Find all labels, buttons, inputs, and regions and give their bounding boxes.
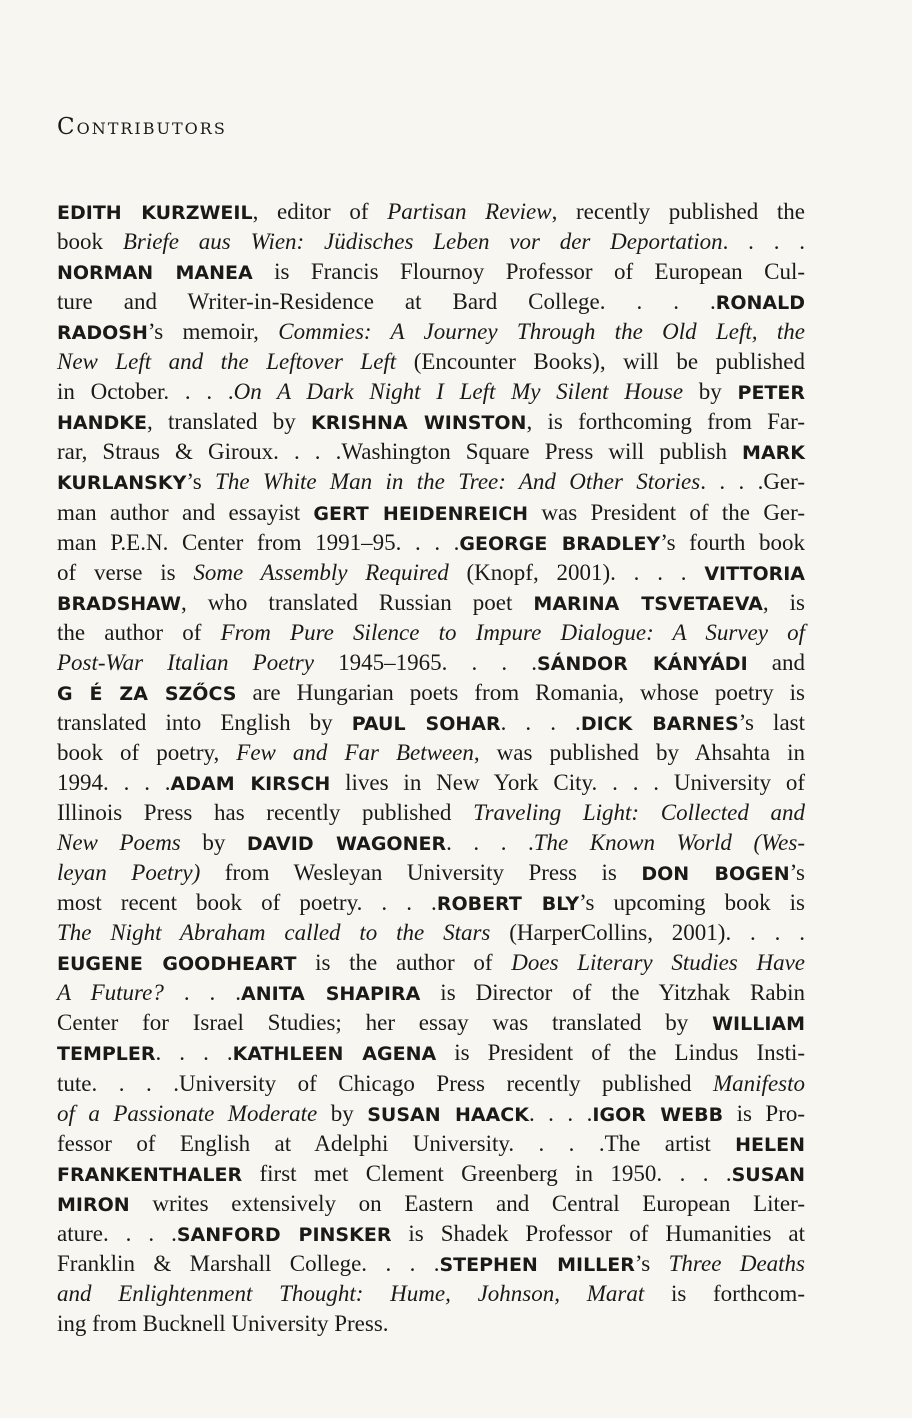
body-text: and — [747, 649, 805, 675]
body-text: ing from Bucknell University Press. — [57, 1310, 389, 1336]
text-line — [57, 1008, 805, 1038]
work-title: leyan Poetry) — [57, 860, 201, 886]
body-text: ’s — [789, 860, 805, 886]
body-text: is Director of the Yitzhak Rabin — [420, 980, 805, 1006]
contributor-name: PETER — [737, 382, 805, 405]
work-title: Does Literary Studies Have — [511, 950, 805, 976]
work-title: of a Passionate Moderate — [57, 1100, 318, 1126]
work-title: From Pure Silence to Impure Dialogue: A Survey of — [220, 619, 805, 645]
text-line — [57, 1189, 805, 1219]
body-text: , translated by — [146, 409, 312, 435]
body-text: book — [57, 229, 123, 255]
text-line — [57, 618, 805, 648]
work-title: New Left and the Leftover Left — [57, 349, 397, 375]
work-title: Partisan Review — [387, 199, 552, 224]
section-heading: Contributors — [57, 114, 227, 140]
work-title: A Future? — [57, 980, 164, 1006]
work-title: The Night Abraham called to the Stars — [57, 920, 491, 946]
contributor-name: SÁNDOR KÁNYÁDI — [536, 652, 748, 675]
body-text: 1994. . . . — [57, 770, 171, 795]
contributor-name: RADOSH — [57, 322, 148, 345]
body-text: ’s last — [738, 709, 805, 735]
text-line — [57, 858, 805, 888]
text-line — [57, 1249, 805, 1279]
body-text: is President of the Lindus Insti- — [436, 1040, 806, 1066]
contributor-name: IGOR WEBB — [592, 1103, 724, 1126]
body-text: fessor of English at Adelphi University. . . .The artist — [57, 1130, 736, 1156]
contributor-name: EDITH KURZWEIL — [57, 202, 253, 224]
contributor-name: TEMPLER — [57, 1043, 156, 1066]
text-line — [57, 227, 805, 257]
body-text: first met Clement Greenberg in 1950. . . . — [242, 1160, 732, 1186]
body-text: . . . . — [500, 709, 581, 735]
text-line — [57, 918, 805, 948]
text-line — [57, 828, 805, 858]
contributor-name: MARK — [742, 442, 805, 465]
body-text: man P.E.N. Center from 1991–95. . . . — [57, 529, 460, 555]
body-text: 1945–1965. . . . — [313, 649, 537, 675]
text-line — [57, 1038, 805, 1068]
contributor-name: FRANKENTHALER — [57, 1163, 243, 1186]
body-text: . . . .Ger- — [700, 469, 805, 495]
body-text: , is forthcoming from Far- — [526, 409, 806, 435]
text-line — [57, 498, 805, 528]
body-text: writes extensively on Eastern and Central European Liter- — [129, 1190, 805, 1216]
text-line — [57, 197, 805, 227]
body-text: book of poetry, — [57, 739, 237, 765]
contributor-name: G É ZA SZŐCS — [57, 682, 237, 705]
body-text: tute. . . .University of Chicago Press recently published — [57, 1070, 713, 1096]
contributor-name: KRISHNA WINSTON — [311, 412, 527, 435]
work-title: Three Deaths — [668, 1250, 805, 1276]
body-text: (Knopf, 2001). . . . — [448, 559, 705, 585]
contributor-name: DAVID WAGONER — [246, 833, 447, 856]
contributor-name: ROBERT BLY — [436, 893, 580, 916]
contributor-name: DON BOGEN — [641, 863, 790, 886]
contributor-name: PAUL SOHAR — [351, 712, 501, 735]
text-line — [57, 648, 805, 678]
body-text: ’s — [186, 469, 216, 495]
text-line — [57, 1219, 805, 1249]
body-text: , editor of — [252, 199, 388, 224]
body-text: , was published by Ahsahta in — [473, 739, 805, 765]
text-line — [57, 678, 805, 708]
contributor-name: SANFORD PINSKER — [176, 1223, 392, 1246]
body-text: lives in New York City. . . . University of — [330, 770, 806, 795]
body-text: most recent book of poetry. . . . — [57, 890, 437, 916]
text-line — [57, 1159, 805, 1189]
contributor-name: NORMAN MANEA — [57, 262, 253, 285]
body-text: ’s upcoming book is — [579, 890, 805, 916]
text-line — [57, 708, 805, 738]
work-title: Briefe aus Wien: Jüdisches Leben vor der Deportation — [122, 229, 723, 255]
text-line — [57, 257, 805, 287]
text-line — [57, 287, 805, 317]
body-text: is the author of — [296, 950, 512, 976]
contributor-name: MARINA TSVETAEVA — [533, 592, 763, 615]
text-line — [57, 798, 805, 828]
text-line — [57, 558, 805, 588]
text-line — [57, 347, 805, 377]
body-text: (Encounter Books), will be published — [396, 349, 805, 375]
work-title: The White Man in the Tree: And Other Stories — [215, 469, 701, 495]
text-line — [57, 1069, 805, 1099]
body-text: is Shadek Professor of Humanities at — [391, 1220, 805, 1246]
body-text: ture and Writer-in-Residence at Bard College. . . . — [57, 289, 716, 315]
body-text: ’s fourth book — [660, 529, 805, 555]
body-text: of verse is — [57, 559, 194, 585]
body-text: is Francis Flournoy Professor of European Cul- — [252, 259, 805, 285]
body-text: . . . — [163, 980, 242, 1006]
contributor-name: BRADSHAW — [57, 592, 181, 615]
contributor-name: DICK BARNES — [580, 712, 739, 735]
work-title: Traveling Light: Collected and — [473, 800, 805, 825]
body-text: , recently published the — [551, 199, 805, 224]
work-title: New Poems — [57, 830, 181, 856]
body-text: by — [180, 830, 247, 856]
contributor-name: ADAM KIRSCH — [170, 773, 331, 795]
work-title: Post-War Italian Poetry — [57, 649, 314, 675]
work-title: On A Dark Night I Left My Silent House — [233, 379, 684, 405]
body-text: from Wesleyan University Press is — [200, 860, 642, 886]
body-text: in October. . . . — [57, 379, 234, 405]
body-text: was President of the Ger- — [528, 499, 805, 525]
contributor-name: GERT HEIDENREICH — [313, 502, 529, 525]
text-line — [57, 1129, 805, 1159]
text-line — [57, 407, 805, 437]
text-line — [57, 377, 805, 407]
contributor-name: EUGENE GOODHEART — [57, 953, 297, 976]
body-text: , is — [762, 589, 805, 615]
body-text: are Hungarian poets from Romania, whose poetry is — [236, 679, 805, 705]
work-title: The Known World (Wes- — [533, 830, 805, 856]
contributor-name: STEPHEN MILLER — [439, 1253, 635, 1276]
body-text: Center for Israel Studies; her essay was translated by — [57, 1010, 713, 1036]
body-text: . . . . — [528, 1100, 593, 1126]
text-line — [57, 738, 805, 768]
work-title: Manifesto — [713, 1070, 805, 1096]
contributor-name: SUSAN HAACK — [367, 1103, 529, 1126]
contributor-name: GEORGE BRADLEY — [459, 532, 661, 555]
work-title: Few and Far Between — [236, 739, 474, 765]
contributor-name: MIRON — [57, 1193, 130, 1216]
body-text: man author and essayist — [57, 499, 314, 525]
text-line — [57, 317, 805, 347]
body-text: . . . . — [446, 830, 534, 856]
body-text: . . . . — [155, 1040, 233, 1066]
body-text: . . . . — [722, 229, 806, 255]
body-text: translated into English by — [57, 709, 352, 735]
contributor-name: ANITA SHAPIRA — [241, 983, 421, 1006]
body-text: ature. . . . — [57, 1220, 177, 1246]
body-text: is Pro- — [723, 1100, 806, 1126]
contributor-name: HELEN — [735, 1133, 805, 1156]
body-text: (HarperCollins, 2001). . . . — [490, 920, 805, 946]
contributor-name: KURLANSKY — [57, 472, 187, 495]
text-line — [57, 437, 805, 467]
contributor-name: KATHLEEN AGENA — [232, 1043, 437, 1066]
text-line — [57, 588, 805, 618]
body-text: by — [317, 1100, 368, 1126]
body-text: Franklin & Marshall College. . . . — [57, 1250, 440, 1276]
body-text: is forthcom- — [644, 1280, 805, 1306]
text-line — [57, 888, 805, 918]
work-title: Some Assembly Required — [193, 559, 449, 585]
body-text: ’s memoir, — [147, 319, 279, 345]
contributor-name: VITTORIA — [704, 562, 805, 585]
body-text: , who translated Russian poet — [180, 589, 534, 615]
work-title: Commies: A Journey Through the Old Left, the — [278, 319, 805, 345]
body-text: rar, Straus & Giroux. . . .Washington Square Press will publish — [57, 439, 743, 465]
text-line — [57, 467, 805, 497]
text-line — [57, 978, 805, 1008]
contributor-name: SUSAN — [731, 1163, 805, 1186]
contributor-name: HANDKE — [57, 412, 147, 435]
text-line — [57, 1309, 805, 1339]
text-line — [57, 1099, 805, 1129]
body-text: ’s — [634, 1250, 669, 1276]
text-line — [57, 948, 805, 978]
contributor-name: WILLIAM — [712, 1013, 805, 1036]
work-title: and Enlightenment Thought: Hume, Johnson, Marat — [57, 1280, 645, 1306]
text-line — [57, 528, 805, 558]
body-text: the author of — [57, 619, 221, 645]
contributor-name: RONALD — [715, 292, 805, 315]
body-text: Illinois Press has recently published — [57, 800, 474, 825]
text-line — [57, 1279, 805, 1309]
body-text: by — [683, 379, 738, 405]
text-line — [57, 768, 805, 798]
